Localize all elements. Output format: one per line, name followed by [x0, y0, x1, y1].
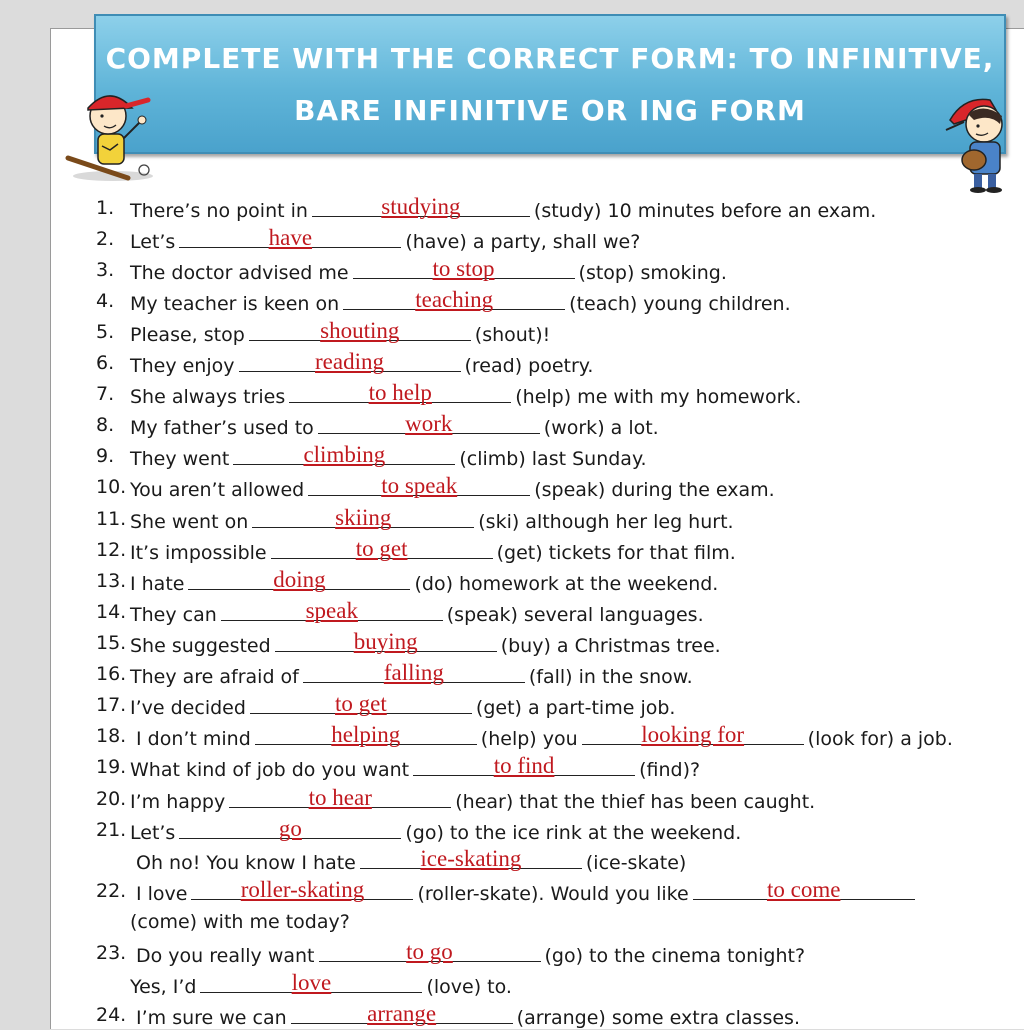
exercise-line — [130, 258, 727, 285]
exercise-verb-hint: (help) me with my homework. — [515, 386, 802, 408]
answer-blank[interactable] — [271, 538, 493, 559]
exercise-prompt: Yes, I’d — [130, 976, 197, 998]
answer-text: to stop — [432, 256, 495, 281]
exercise-line — [130, 972, 512, 999]
exercise-prompt: There’s no point in — [130, 200, 308, 222]
exercise-line — [130, 755, 700, 782]
answer-blank[interactable] — [319, 941, 541, 962]
answer-text: studying — [381, 194, 461, 219]
exercise-prompt: My teacher is keen on — [130, 293, 340, 315]
exercise-verb-hint: (work) a lot. — [543, 417, 659, 439]
exercise-number: 2. — [96, 228, 115, 250]
exercise-number: 4. — [96, 290, 115, 312]
answer-text: reading — [315, 349, 384, 374]
exercise-verb-hint: (fall) in the snow. — [528, 666, 693, 688]
exercise-verb-hint: (ice-skate) — [585, 852, 687, 874]
exercise-prompt: I’m sure we can — [136, 1007, 287, 1029]
exercise-prompt: Please, stop — [130, 324, 245, 346]
answer-blank[interactable] — [312, 196, 530, 217]
exercise-number: 11. — [96, 508, 127, 530]
answer-blank[interactable] — [693, 879, 915, 900]
exercise-prompt: Let’s — [130, 822, 176, 844]
exercise-prompt: She went on — [130, 511, 249, 533]
exercise-line — [130, 538, 736, 565]
title-line-1: COMPLETE WITH THE CORRECT FORM: TO INFINITIVE, — [105, 42, 995, 75]
answer-text: to hear — [308, 785, 372, 810]
exercise-verb-hint: (read) poetry. — [464, 355, 594, 377]
answer-blank[interactable] — [233, 444, 455, 465]
exercise-prompt: Oh no! You know I hate — [136, 852, 356, 874]
answer-text: to go — [406, 939, 453, 964]
answer-text: helping — [331, 722, 401, 747]
exercise-line — [130, 320, 550, 347]
exercise-verb-hint: (ski) although her leg hurt. — [478, 511, 734, 533]
exercise-number: 18. — [96, 725, 127, 747]
exercise-line — [136, 1003, 800, 1030]
answer-text: arrange — [367, 1001, 437, 1026]
exercise-verb-hint: (buy) a Christmas tree. — [500, 635, 721, 657]
exercise-number: 1. — [96, 197, 115, 219]
exercise-line — [130, 289, 791, 316]
answer-text: teaching — [415, 287, 494, 312]
answer-text: to get — [355, 536, 408, 561]
exercise-prompt: She suggested — [130, 635, 271, 657]
exercise-prompt: I love — [136, 883, 188, 905]
exercise-prompt: Do you really want — [136, 945, 315, 967]
answer-text: shouting — [320, 318, 400, 343]
answer-blank[interactable] — [252, 507, 474, 528]
exercise-number: 9. — [96, 445, 115, 467]
exercise-number: 22. — [96, 880, 127, 902]
exercise-line — [130, 600, 704, 627]
exercise-prompt: They can — [130, 604, 217, 626]
answer-blank[interactable] — [179, 818, 401, 839]
answer-text: skiing — [335, 505, 392, 530]
answer-blank[interactable] — [303, 662, 525, 683]
answer-text: climbing — [303, 442, 386, 467]
answer-blank[interactable] — [360, 848, 582, 869]
exercise-line — [130, 662, 693, 689]
answer-text: doing — [273, 567, 326, 592]
answer-text: ice-skating — [420, 846, 522, 871]
exercise-verb-hint: (roller-skate). Would you like — [417, 883, 689, 905]
exercise-number: 24. — [96, 1004, 127, 1026]
answer-blank[interactable] — [275, 631, 497, 652]
exercise-prompt: I’m happy — [130, 791, 226, 813]
exercise-prompt: They went — [130, 448, 230, 470]
answer-text: to get — [335, 691, 387, 716]
exercise-number: 8. — [96, 414, 115, 436]
exercise-prompt: What kind of job do you want — [130, 759, 410, 781]
exercise-verb-hint: (get) tickets for that film. — [496, 542, 736, 564]
exercise-line — [130, 787, 815, 814]
exercise-prompt: I’ve decided — [130, 697, 246, 719]
answer-blank[interactable] — [250, 693, 472, 714]
answer-blank[interactable] — [582, 724, 804, 745]
exercise-line — [136, 724, 953, 751]
exercise-number: 5. — [96, 321, 115, 343]
answer-blank[interactable] — [353, 258, 575, 279]
exercise-prompt: You aren’t allowed — [130, 479, 305, 501]
exercise-line — [130, 444, 647, 471]
exercise-number: 21. — [96, 819, 127, 841]
answer-text: to speak — [381, 473, 458, 498]
answer-blank[interactable] — [188, 569, 410, 590]
exercise-verb-hint: (look for) a job. — [807, 728, 953, 750]
exercise-number: 13. — [96, 570, 127, 592]
exercise-verb-hint: (shout)! — [474, 324, 551, 346]
answer-blank[interactable] — [255, 724, 477, 745]
answer-blank[interactable] — [413, 755, 635, 776]
exercise-verb-hint: (teach) young children. — [569, 293, 791, 315]
answer-text: to help — [368, 380, 432, 405]
answer-text: have — [268, 225, 313, 250]
answer-blank[interactable] — [249, 320, 471, 341]
exercise-verb-hint: (speak) several languages. — [446, 604, 704, 626]
exercise-verb-hint: (get) a part-time job. — [475, 697, 676, 719]
exercise-verb-hint: (climb) last Sunday. — [459, 448, 647, 470]
answer-text: buying — [353, 629, 418, 654]
exercise-line — [130, 507, 734, 534]
exercise-verb-hint: (hear) that the thief has been caught. — [455, 791, 816, 813]
exercise-prompt: They are afraid of — [130, 666, 299, 688]
exercise-number: 17. — [96, 694, 127, 716]
answer-blank[interactable] — [239, 351, 461, 372]
title-line-2: BARE INFINITIVE OR ING FORM — [294, 94, 806, 127]
exercise-verb-hint: (love) to. — [426, 976, 512, 998]
exercise-verb-hint: (go) to the ice rink at the weekend. — [405, 822, 742, 844]
answer-blank[interactable] — [308, 475, 530, 496]
exercise-prompt: Let’s — [130, 231, 176, 253]
exercise-prompt: My father’s used to — [130, 417, 314, 439]
exercise-prompt: They enjoy — [130, 355, 235, 377]
answer-blank[interactable] — [229, 787, 451, 808]
answer-blank[interactable] — [291, 1003, 513, 1024]
answer-text: go — [278, 816, 302, 841]
exercise-number: 16. — [96, 663, 127, 685]
exercise-line — [130, 910, 350, 934]
exercise-number: 10. — [96, 476, 127, 498]
answer-blank[interactable] — [179, 227, 401, 248]
answer-text: falling — [383, 660, 444, 685]
exercise-prompt: She always tries — [130, 386, 286, 408]
exercise-number: 6. — [96, 352, 115, 374]
exercise-line — [130, 475, 775, 502]
exercise-line — [130, 413, 659, 440]
answer-text: looking for — [641, 722, 745, 747]
exercise-verb-hint: (go) to the cinema tonight? — [544, 945, 806, 967]
exercise-line — [130, 382, 801, 409]
exercise-verb-hint: (arrange) some extra classes. — [516, 1007, 800, 1029]
exercise-line — [136, 941, 805, 968]
answer-blank[interactable] — [200, 972, 422, 993]
exercise-line — [130, 196, 876, 223]
exercise-number: 3. — [96, 259, 115, 281]
answer-text: speak — [305, 598, 358, 623]
exercise-verb-hint: (have) a party, shall we? — [405, 231, 641, 253]
exercise-prompt: It’s impossible — [130, 542, 267, 564]
exercise-verb-hint: (speak) during the exam. — [534, 479, 775, 501]
exercise-verb-hint: (stop) smoking. — [578, 262, 727, 284]
answer-text: work — [405, 411, 453, 436]
answer-text: to find — [493, 753, 555, 778]
exercise-number: 20. — [96, 788, 127, 810]
exercise-line — [130, 818, 741, 845]
exercise-line — [136, 848, 686, 875]
exercise-line — [130, 351, 593, 378]
exercise-line — [136, 879, 919, 906]
exercise-number: 12. — [96, 539, 127, 561]
answer-text: love — [291, 970, 332, 995]
answer-blank[interactable] — [318, 413, 540, 434]
answer-blank[interactable] — [343, 289, 565, 310]
exercise-verb-hint: (find)? — [639, 759, 701, 781]
answer-text: to come — [766, 877, 841, 902]
exercise-line — [130, 569, 718, 596]
exercise-line — [130, 227, 640, 254]
answer-text: roller-skating — [240, 877, 365, 902]
answer-blank[interactable] — [289, 382, 511, 403]
exercise-number: 15. — [96, 632, 127, 654]
exercise-line — [130, 693, 675, 720]
exercise-verb-hint: (study) 10 minutes before an exam. — [533, 200, 877, 222]
exercise-number: 14. — [96, 601, 127, 623]
exercise-verb-hint: (help) you — [480, 728, 578, 750]
exercise-line — [130, 631, 721, 658]
exercise-number: 7. — [96, 383, 115, 405]
exercise-verb-hint: (do) homework at the weekend. — [414, 573, 719, 595]
answer-blank[interactable] — [221, 600, 443, 621]
exercise-prompt: The doctor advised me — [130, 262, 349, 284]
exercise-prompt: I hate — [130, 573, 185, 595]
exercise-prompt: (come) with me today? — [130, 911, 350, 933]
exercise-prompt: I don’t mind — [136, 728, 251, 750]
exercise-number: 23. — [96, 942, 127, 964]
answer-blank[interactable] — [191, 879, 413, 900]
exercise-number: 19. — [96, 756, 127, 778]
